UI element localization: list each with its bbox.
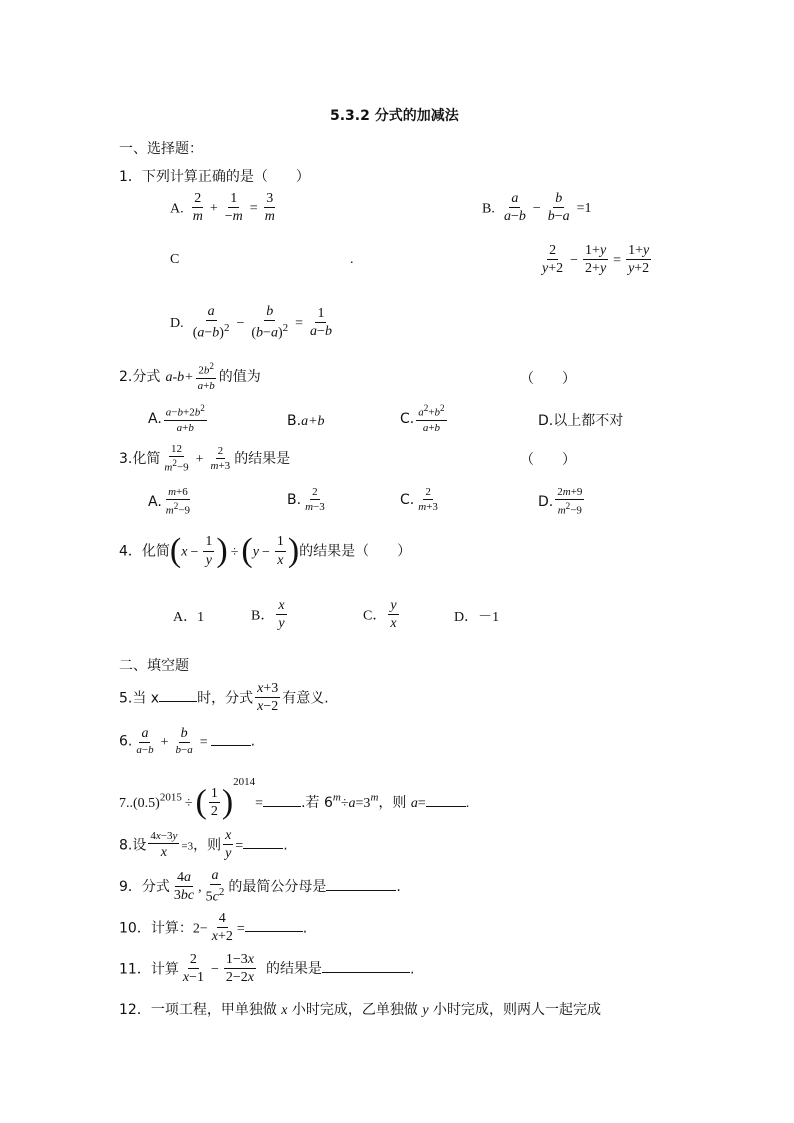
fraction: $\frac{2}{y+2}$ <box>542 243 564 277</box>
q3-option-c[interactable]: C. $\frac{2}{m+3}$ <box>400 486 438 514</box>
answer-blank[interactable] <box>211 733 251 746</box>
q3-option-b[interactable]: B. $\frac{2}{m-3}$ <box>287 486 325 514</box>
question-8: 8.设 $\frac{4x-3y}{x}$ =3，则 $\frac{x}{y}$ = . <box>119 828 288 862</box>
q2-option-b[interactable]: B.a+b <box>287 413 325 429</box>
fraction: $\frac{x}{y}$ <box>278 598 285 632</box>
q1-option-b-label: B. <box>482 201 495 217</box>
question-1-stem: 1．下列计算正确的是（ ） <box>119 169 310 185</box>
fraction: $\frac{4a}{3bc}$ <box>173 869 195 904</box>
fraction: $\frac{2}{m-3}$ <box>305 486 325 514</box>
fraction: $\frac{m+6}{m^2-9}$ <box>165 486 191 517</box>
fraction: $\frac{1}{y}$ <box>205 534 213 568</box>
question-10: 10．计算：2− $\frac{4}{x+2}$ = . <box>119 911 308 945</box>
fraction: $\frac{2m+9}{m^2-9}$ <box>557 486 583 517</box>
fraction: $\frac{1}{2}$ <box>210 785 218 819</box>
fraction: $\frac{x}{y}$ <box>225 828 232 862</box>
fraction: $\frac{a^2+b^2}{a+b}$ <box>418 403 445 434</box>
answer-blank[interactable] <box>326 878 396 891</box>
answer-blank[interactable] <box>263 794 301 807</box>
answer-blank[interactable] <box>159 689 197 702</box>
fraction: $\frac{2}{m}$ <box>192 191 203 225</box>
fraction: $\frac{12}{m^2-9}$ <box>164 443 189 474</box>
answer-blank[interactable] <box>243 836 283 849</box>
q1-option-c-label[interactable]: C <box>170 252 180 267</box>
q3-option-d[interactable]: D. $\frac{2m+9}{m^2-9}$ <box>538 486 583 517</box>
fraction: $\frac{2b^2}{a+b}$ <box>197 361 215 392</box>
fraction: $\frac{a-b+2b^2}{a+b}$ <box>165 403 205 434</box>
fraction: $\frac{1+y}{2+y}$ <box>585 243 607 277</box>
q1-option-c-expression: $\frac{2}{y+2}$ − $\frac{1+y}{2+y}$ = $\frac{1+y}{y+2}$ <box>542 243 650 277</box>
question-9: 9．分式 $\frac{4a}{3bc}$ , $\frac{a}{5c^2}$ 的最简公分母是 . <box>119 868 401 906</box>
fraction: $\frac{2}{x-1}$ <box>182 952 204 986</box>
section-heading-fill: 二、填空题 <box>119 658 189 674</box>
fraction: $\frac{b}{b-a}$ <box>175 726 193 757</box>
fraction: $\frac{1+y}{y+2}$ <box>628 243 650 277</box>
fraction: $\frac{x+3}{x-2}$ <box>257 681 279 715</box>
fraction: $\frac{a}{(a-b)^2}$ <box>192 304 230 342</box>
q4-option-d[interactable]: D．－1 <box>454 610 500 625</box>
question-4-stem: 4．化简(x − $\frac{1}{y}$ ) ÷(y − $\frac{1}{x}$ )的结果是（ ） <box>119 532 412 569</box>
q1-option-d[interactable]: D. $\frac{a}{(a-b)^2}$ − $\frac{b}{(b-a)^2}$ = $\frac{1}{a-b}$ <box>170 304 332 342</box>
question-5: 5.当 x 时，分式 $\frac{x+3}{x-2}$ 有意义. <box>119 681 329 715</box>
q1-option-a[interactable]: A. $\frac{2}{m}$ + $\frac{1}{-m}$ = $\frac{3}{m}$ <box>170 191 275 225</box>
fraction: $\frac{a}{5c^2}$ <box>205 868 225 906</box>
question-12: 12．一项工程，甲单独做 x 小时完成，乙单独做 y 小时完成，则两人一起完成 <box>119 1002 602 1018</box>
question-2-stem: 2.分式 a-b+ $\frac{2b^2}{a+b}$ 的值为 <box>119 361 261 392</box>
q4-option-c[interactable]: C． $\frac{y}{x}$ <box>363 598 397 632</box>
fraction: $\frac{b}{(b-a)^2}$ <box>251 304 289 342</box>
question-6: 6. $\frac{a}{a-b}$ + $\frac{b}{b-a}$ = . <box>119 726 256 757</box>
fraction: $\frac{b}{b-a}$ <box>547 191 570 225</box>
fraction: $\frac{1}{-m}$ <box>224 191 243 225</box>
question-11: 11．计算 $\frac{2}{x-1}$ − $\frac{1-3x}{2-2x}$ 的结果是 . <box>119 952 415 986</box>
fraction: $\frac{a}{a-b}$ <box>136 726 154 757</box>
q4-option-a[interactable]: A．1 <box>173 610 205 625</box>
fraction: $\frac{3}{m}$ <box>264 191 275 225</box>
q2-option-d[interactable]: D.以上都不对 <box>538 413 624 429</box>
fraction: $\frac{2}{m+3}$ <box>210 444 231 472</box>
page-title: 5.3.2 分式的加减法 <box>330 108 459 124</box>
q1-option-c-dot: . <box>350 252 354 267</box>
q2-expression: a-b+ <box>165 369 194 385</box>
fraction: $\frac{y}{x}$ <box>390 598 397 632</box>
q2-option-c[interactable]: C. $\frac{a^2+b^2}{a+b}$ <box>400 403 445 434</box>
fraction: $\frac{2}{m+3}$ <box>418 486 438 514</box>
q1-option-b[interactable]: B. $\frac{a}{a-b}$ − $\frac{b}{b-a}$ =1 <box>482 191 592 225</box>
fraction: $\frac{1-3x}{2-2x}$ <box>225 952 254 986</box>
q4-option-b[interactable]: B． $\frac{x}{y}$ <box>251 598 285 632</box>
fraction: $\frac{4x-3y}{x}$ <box>150 829 178 860</box>
answer-blank[interactable] <box>245 919 303 932</box>
q3-option-a[interactable]: A. $\frac{m+6}{m^2-9}$ <box>148 486 191 517</box>
fraction: $\frac{1}{x}$ <box>276 534 284 568</box>
answer-blank[interactable] <box>426 794 466 807</box>
fraction: $\frac{a}{a-b}$ <box>503 191 526 225</box>
q1-option-d-label: D. <box>170 316 184 332</box>
fraction: $\frac{1}{a-b}$ <box>310 305 332 340</box>
q1-option-a-label: A. <box>170 201 184 217</box>
q3-answer-paren: （ ） <box>520 452 576 468</box>
q2-answer-paren: （ ） <box>520 371 576 387</box>
section-heading-choice: 一、选择题： <box>119 141 203 157</box>
answer-blank[interactable] <box>322 960 410 973</box>
question-3-stem: 3.化简 $\frac{12}{m^2-9}$ + $\frac{2}{m+3}$ 的结果是 <box>119 443 291 474</box>
q2-option-a[interactable]: A. $\frac{a-b+2b^2}{a+b}$ <box>148 403 205 434</box>
question-7: $7..(0.5)^{2015}$ ÷( $\frac{1}{2}$ )$^{2014}$= .若 $6^m\div a=3^m$，则 a= . <box>119 776 470 821</box>
fraction: $\frac{4}{x+2}$ <box>211 911 233 945</box>
